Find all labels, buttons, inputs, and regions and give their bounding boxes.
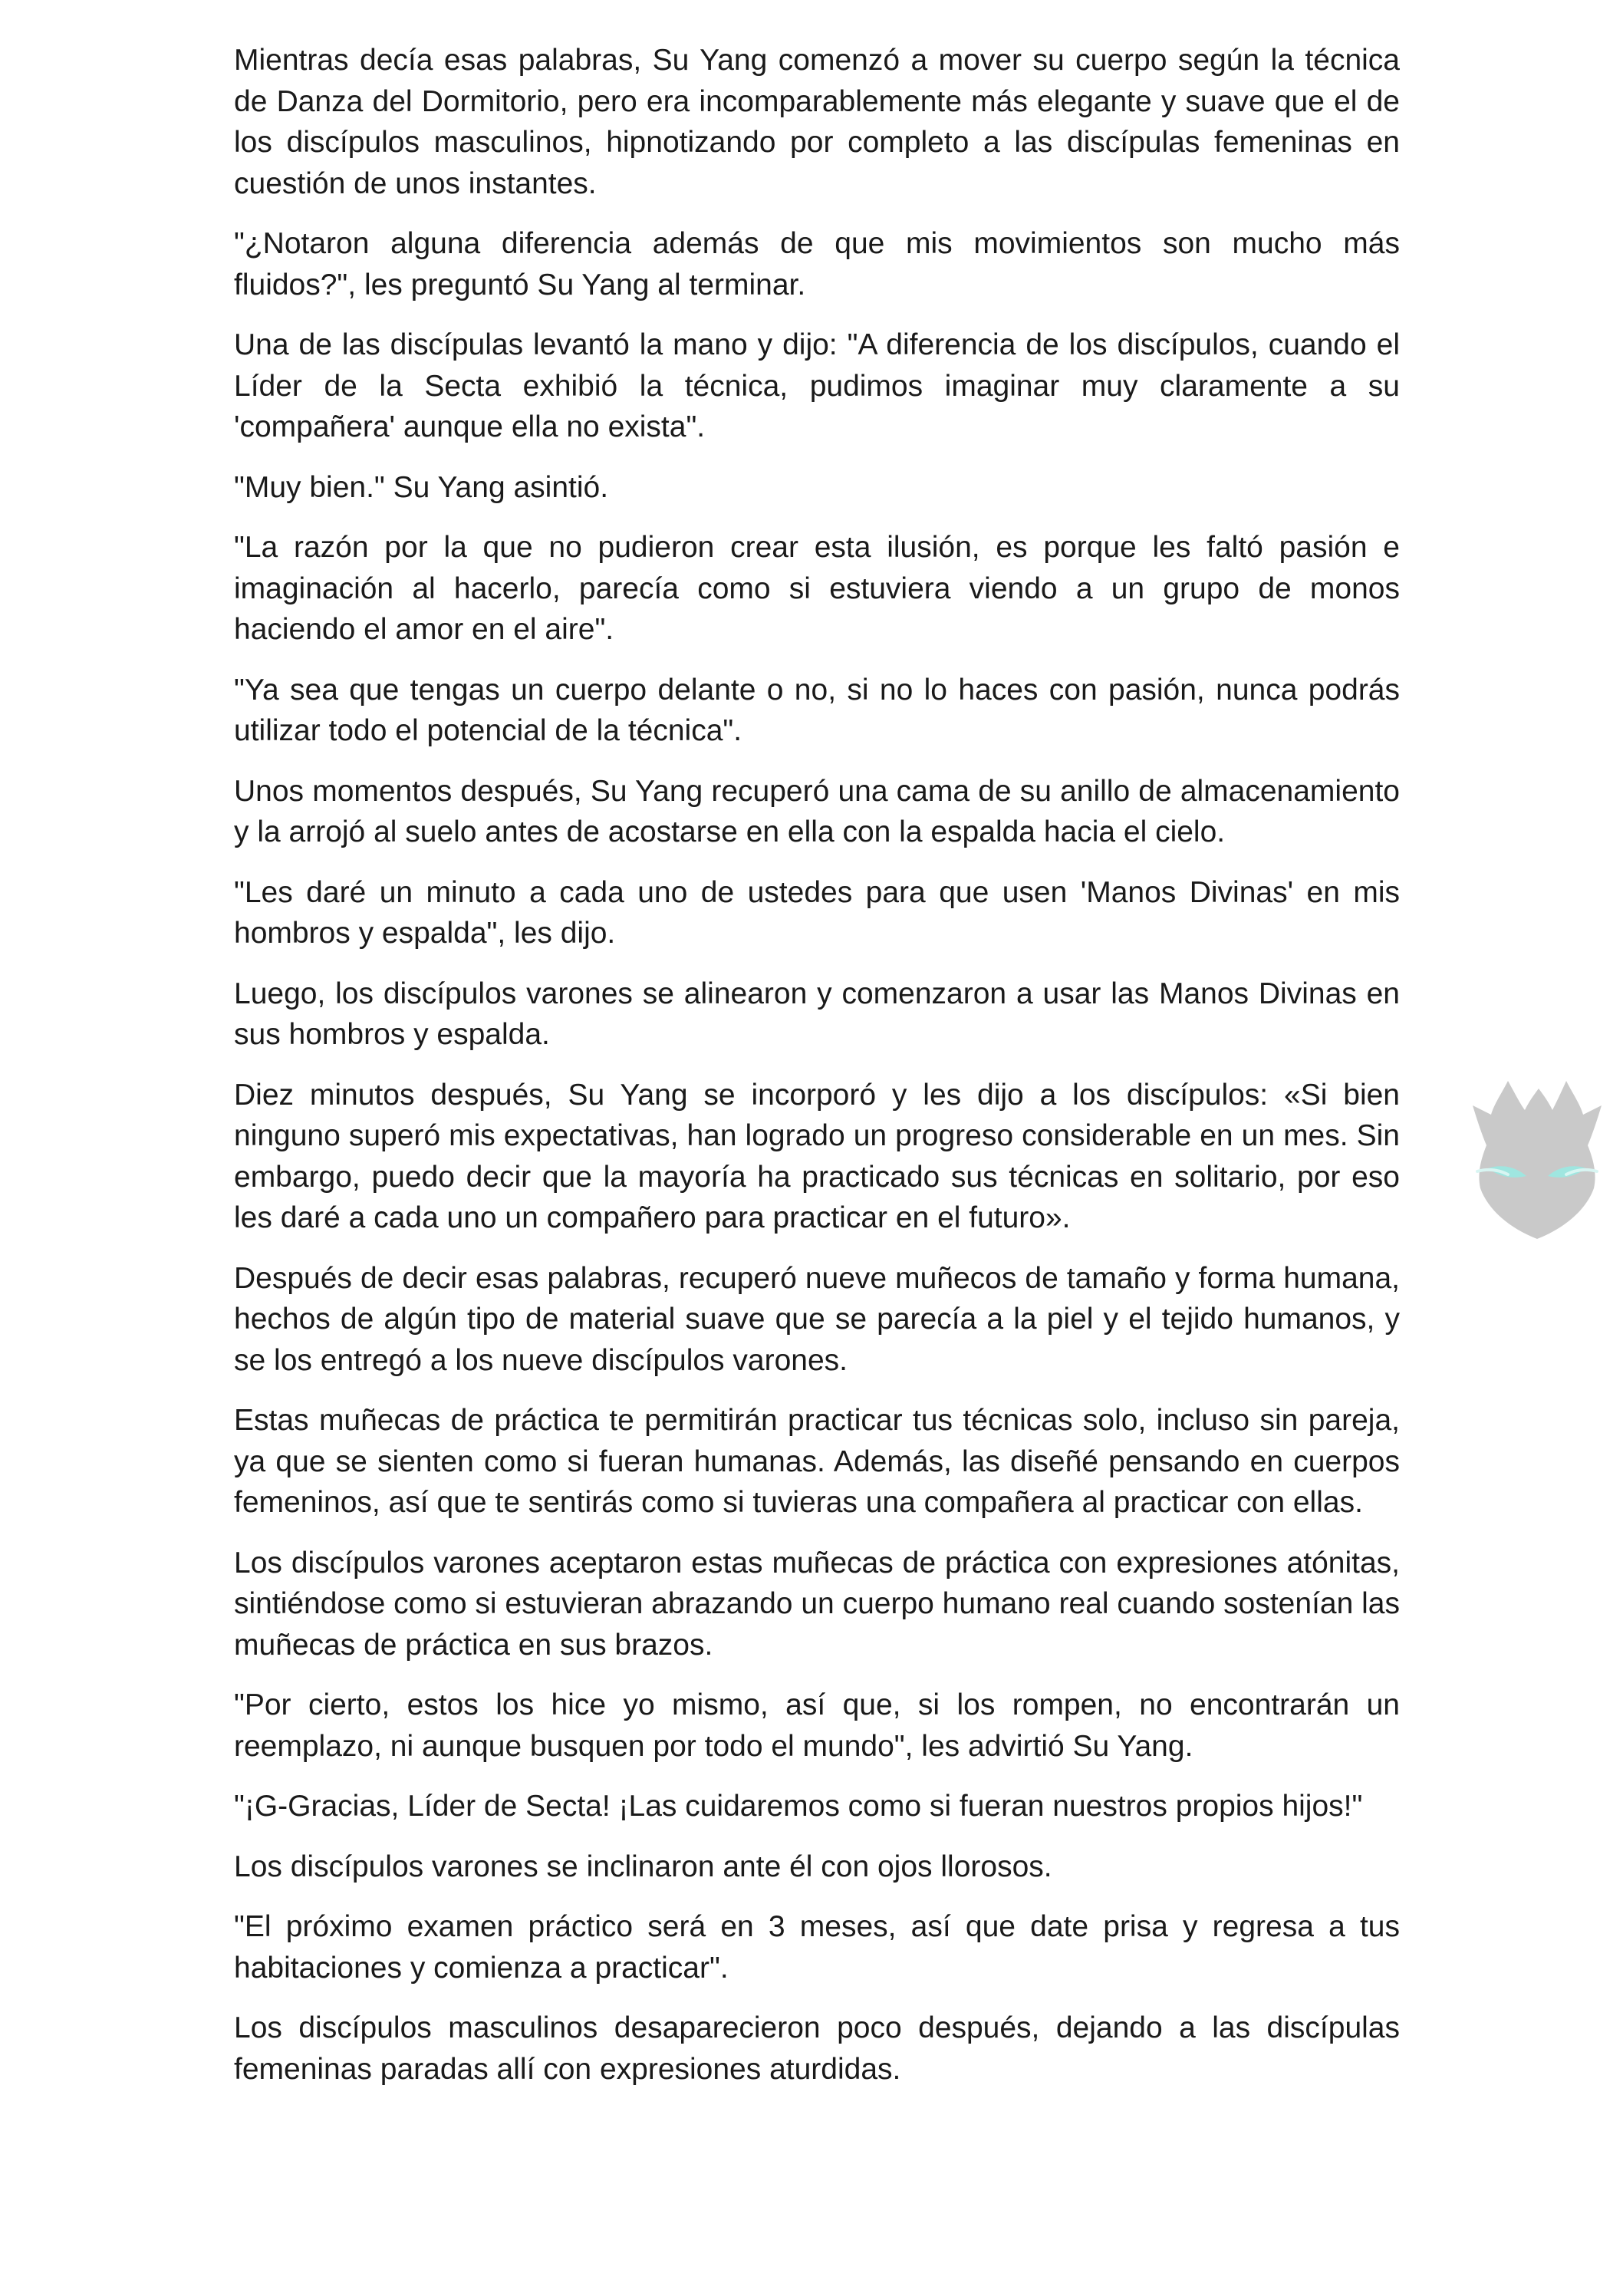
paragraph-5: "La razón por la que no pudieron crear esta ilusión, es porque les faltó pasión e imaginación al hacerlo, parecía como si estuviera viendo a un grupo de monos haciendo el amor en el aire". (234, 531, 1400, 646)
paragraph-12: Estas muñecas de práctica te permitirán practicar tus técnicas solo, incluso sin pareja, ya que se sienten como si fueran humanas. Además, las diseñé pensando en cuerpos femeninos, así que te sentirás como si tuvieras una compañera al practicar con ellas. (234, 1404, 1400, 1519)
paragraph-7: Unos momentos después, Su Yang recuperó una cama de su anillo de almacenamiento y la arrojó al suelo antes de acostarse en ella con la espalda hacia el cielo. (234, 774, 1400, 848)
demon-head-shape (1473, 1081, 1602, 1239)
page-body (234, 40, 1400, 2109)
paragraph-9: Luego, los discípulos varones se alinearon y comenzaron a usar las Manos Divinas en sus hombros y espalda. (234, 977, 1400, 1051)
paragraph-2: "¿Notaron alguna diferencia además de que mis movimientos son mucho más fluidos?", les preguntó Su Yang al terminar. (234, 227, 1400, 301)
paragraph-8: "Les daré un minuto a cada uno de ustedes para que usen 'Manos Divinas' en mis hombros y espalda", les dijo. (234, 875, 1400, 950)
paragraph-16: Los discípulos varones se inclinaron ante él con ojos llorosos. (234, 1850, 1052, 1883)
paragraph-4: "Muy bien." Su Yang asintió. (234, 470, 609, 504)
paragraph-10: Diez minutos después, Su Yang se incorporó y les dijo a los discípulos: «Si bien ninguno superó mis expectativas, han logrado un progreso considerable en un mes. Sin embargo, puedo decir que la mayoría ha practicado sus técnicas en solitario, por eso les daré a cada uno un compañero para practicar en el futuro». (234, 1078, 1400, 1234)
paragraph-14: "Por cierto, estos los hice yo mismo, así que, si los rompen, no encontrarán un reemplazo, ni aunque busquen por todo el mundo", les advirtió Su Yang. (234, 1688, 1400, 1763)
paragraph-3: Una de las discípulas levantó la mano y dijo: "A diferencia de los discípulos, cuando el Líder de la Secta exhibió la técnica, pudimos imaginar muy claramente a su 'compañera' aunque ella no exista". (234, 328, 1400, 443)
paragraph-15: "¡G-Gracias, Líder de Secta! ¡Las cuidaremos como si fueran nuestros propios hijos!" (234, 1790, 1363, 1823)
paragraph-1: Mientras decía esas palabras, Su Yang comenzó a mover su cuerpo según la técnica de Danza del Dormitorio, pero era incomparablemente más elegante y suave que el de los discípulos masculinos, hipnotizando por completo a las discípulas femeninas en cuestión de unos instantes. (234, 44, 1400, 200)
paragraph-6: "Ya sea que tengas un cuerpo delante o no, si no lo haces con pasión, nunca podrás utilizar todo el potencial de la técnica". (234, 673, 1400, 747)
paragraph-11: Después de decir esas palabras, recuperó nueve muñecos de tamaño y forma humana, hechos de algún tipo de material suave que se parecía a la piel y el tejido humanos, y se los entregó a los nueve discípulos varones. (234, 1261, 1400, 1377)
demon-head-icon (1471, 1078, 1603, 1240)
paragraph-13: Los discípulos varones aceptaron estas muñecas de práctica con expresiones atónitas, sintiéndose como si estuvieran abrazando un cuerpo humano real cuando sostenían las muñecas de práctica en sus brazos. (234, 1546, 1400, 1662)
paragraph-17: "El próximo examen práctico será en 3 meses, así que date prisa y regresa a tus habitaciones y comienza a practicar". (234, 1910, 1400, 1985)
paragraph-18: Los discípulos masculinos desaparecieron poco después, dejando a las discípulas femeninas paradas allí con expresiones aturdidas. (234, 2011, 1400, 2086)
